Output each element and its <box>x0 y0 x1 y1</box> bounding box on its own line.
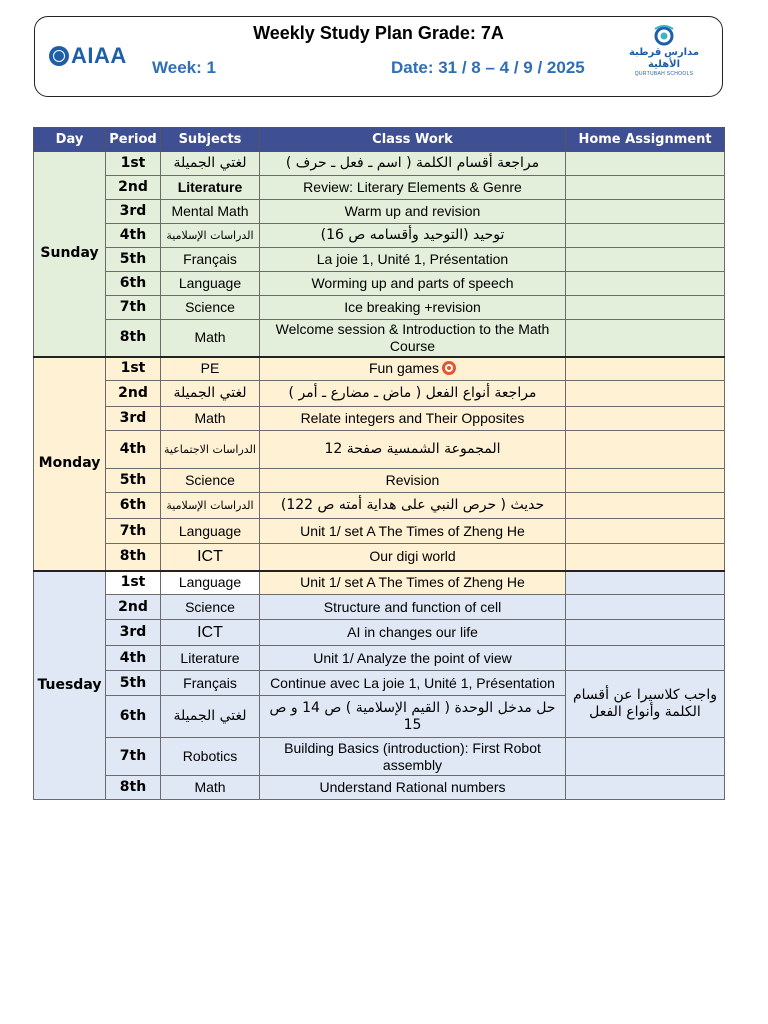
subject-cell: Science <box>161 469 260 493</box>
subject-cell: Math <box>161 320 260 357</box>
period-cell: 3rd <box>106 407 161 431</box>
table-row <box>34 493 725 519</box>
table-row <box>34 152 725 176</box>
home-cell: واجب كلاسيرا عن أقسام الكلمة وأنواع الفعل <box>566 671 725 738</box>
logo-left-text: AIAA <box>71 43 127 68</box>
period-cell: 7th <box>106 738 161 776</box>
classwork-cell: المجموعة الشمسية صفحة 12 <box>260 431 566 469</box>
home-cell <box>566 407 725 431</box>
classwork-cell: Welcome session & Introduction to the Math Course <box>260 320 566 357</box>
classwork-cell: حل مدخل الوحدة ( القيم الإسلامية ) ص 14 و ص 15 <box>260 696 566 738</box>
classwork-cell: Review: Literary Elements & Genre <box>260 176 566 200</box>
classwork-cell: توحيد (التوحيد وأقسامه ص 16) <box>260 224 566 248</box>
home-cell <box>566 381 725 407</box>
period-cell: 5th <box>106 248 161 272</box>
subject-cell: Literature <box>161 176 260 200</box>
classwork-cell <box>260 357 566 381</box>
home-cell <box>566 595 725 620</box>
table-row <box>34 357 725 381</box>
col-header-home: Home Assignment <box>566 128 725 152</box>
subject-cell: Science <box>161 296 260 320</box>
home-cell <box>566 519 725 544</box>
classwork-cell: Structure and function of cell <box>260 595 566 620</box>
page-title: Weekly Study Plan Grade: 7A <box>253 23 504 43</box>
period-cell: 3rd <box>106 200 161 224</box>
logo-right-arabic: مدارس قرطبة الأهلية <box>628 47 700 70</box>
header-box <box>34 16 723 97</box>
table-row <box>34 595 725 620</box>
home-cell <box>566 200 725 224</box>
aiaa-logo <box>49 43 127 69</box>
table-row <box>34 381 725 407</box>
table-row <box>34 431 725 469</box>
period-cell: 4th <box>106 224 161 248</box>
period-cell: 1st <box>106 357 161 381</box>
period-cell: 4th <box>106 646 161 671</box>
period-cell: 6th <box>106 272 161 296</box>
subject-cell: Literature <box>161 646 260 671</box>
table-row <box>34 176 725 200</box>
table-row <box>34 671 725 696</box>
home-cell <box>566 431 725 469</box>
classwork-text: Fun games <box>368 360 440 377</box>
table-row <box>34 469 725 493</box>
period-cell: 5th <box>106 469 161 493</box>
subject-cell: PE <box>161 357 260 381</box>
period-cell: 7th <box>106 519 161 544</box>
col-header-classwork: Class Work <box>260 128 566 152</box>
home-cell <box>566 296 725 320</box>
target-icon <box>442 361 456 375</box>
period-cell: 6th <box>106 696 161 738</box>
subject-cell: Mental Math <box>161 200 260 224</box>
subject-cell: Language <box>161 571 260 595</box>
home-cell <box>566 571 725 595</box>
table-row <box>34 544 725 571</box>
home-cell <box>566 646 725 671</box>
period-cell: 2nd <box>106 381 161 407</box>
col-header-subjects: Subjects <box>161 128 260 152</box>
classwork-cell: La joie 1, Unité 1, Présentation <box>260 248 566 272</box>
home-cell <box>566 493 725 519</box>
subject-cell: Language <box>161 519 260 544</box>
table-row <box>34 776 725 800</box>
subject-cell: Français <box>161 248 260 272</box>
period-cell: 8th <box>106 544 161 571</box>
table-row <box>34 200 725 224</box>
classwork-cell: Continue avec La joie 1, Unité 1, Présentation <box>260 671 566 696</box>
table-row <box>34 519 725 544</box>
col-header-day: Day <box>34 128 106 152</box>
classwork-cell: Unit 1/ set A The Times of Zheng He <box>260 571 566 595</box>
classwork-cell: Unit 1/ Analyze the point of view <box>260 646 566 671</box>
period-cell: 1st <box>106 152 161 176</box>
classwork-cell: Ice breaking +revision <box>260 296 566 320</box>
table-row <box>34 320 725 357</box>
table-row <box>34 620 725 646</box>
home-cell <box>566 248 725 272</box>
day-cell-sunday: Sunday <box>34 152 106 357</box>
week-label: Week: 1 <box>152 58 216 77</box>
period-cell: 3rd <box>106 620 161 646</box>
classwork-cell: Worming up and parts of speech <box>260 272 566 296</box>
qurtubah-mark-icon <box>651 25 677 47</box>
study-plan-table <box>33 127 725 800</box>
period-cell: 4th <box>106 431 161 469</box>
classwork-cell: Understand Rational numbers <box>260 776 566 800</box>
col-header-period: Period <box>106 128 161 152</box>
table-row <box>34 296 725 320</box>
subject-cell: لغتي الجميلة <box>161 381 260 407</box>
subject-cell: ICT <box>161 620 260 646</box>
classwork-cell: حديث ( حرص النبي على هداية أمته ص 122) <box>260 493 566 519</box>
home-cell <box>566 469 725 493</box>
logo-right-english: QURTUBAH SCHOOLS <box>634 71 694 77</box>
classwork-cell: Revision <box>260 469 566 493</box>
period-cell: 8th <box>106 776 161 800</box>
classwork-cell: مراجعة أنواع الفعل ( ماض ـ مضارع ـ أمر ) <box>260 381 566 407</box>
period-cell: 8th <box>106 320 161 357</box>
classwork-cell: Unit 1/ set A The Times of Zheng He <box>260 519 566 544</box>
home-cell <box>566 272 725 296</box>
period-cell: 1st <box>106 571 161 595</box>
period-cell: 6th <box>106 493 161 519</box>
table-row <box>34 571 725 595</box>
table-row <box>34 248 725 272</box>
subject-cell: Science <box>161 595 260 620</box>
period-cell: 2nd <box>106 595 161 620</box>
home-cell <box>566 620 725 646</box>
subject-cell: ICT <box>161 544 260 571</box>
table-row <box>34 407 725 431</box>
date-label: Date: 31 / 8 – 4 / 9 / 2025 <box>391 58 585 77</box>
subject-cell: Robotics <box>161 738 260 776</box>
subject-cell: Language <box>161 272 260 296</box>
home-cell <box>566 357 725 381</box>
table-row <box>34 738 725 776</box>
period-cell: 2nd <box>106 176 161 200</box>
period-cell: 7th <box>106 296 161 320</box>
home-cell <box>566 320 725 357</box>
home-cell <box>566 224 725 248</box>
subject-cell: Math <box>161 776 260 800</box>
classwork-cell: Relate integers and Their Opposites <box>260 407 566 431</box>
table-header-row <box>34 128 725 152</box>
table-row <box>34 272 725 296</box>
classwork-cell: Warm up and revision <box>260 200 566 224</box>
subject-cell: Math <box>161 407 260 431</box>
day-cell-tuesday: Tuesday <box>34 571 106 800</box>
home-cell <box>566 544 725 571</box>
classwork-cell: Our digi world <box>260 544 566 571</box>
subject-cell: Français <box>161 671 260 696</box>
table-row <box>34 646 725 671</box>
home-cell <box>566 152 725 176</box>
subject-cell: الدراسات الإسلامية <box>161 224 260 248</box>
subject-cell: لغتي الجميلة <box>161 152 260 176</box>
period-cell: 5th <box>106 671 161 696</box>
classwork-cell: مراجعة أقسام الكلمة ( اسم ـ فعل ـ حرف ) <box>260 152 566 176</box>
home-cell <box>566 176 725 200</box>
day-cell-monday: Monday <box>34 357 106 571</box>
subject-cell: لغتي الجميلة <box>161 696 260 738</box>
qurtubah-logo <box>616 25 712 78</box>
home-cell <box>566 776 725 800</box>
table-row <box>34 224 725 248</box>
subject-cell: الدراسات الإسلامية <box>161 493 260 519</box>
classwork-cell: Building Basics (introduction): First Robot assembly <box>260 738 566 776</box>
home-cell <box>566 738 725 776</box>
subject-cell: الدراسات الاجتماعية <box>161 431 260 469</box>
globe-icon <box>49 46 69 66</box>
classwork-cell: AI in changes our life <box>260 620 566 646</box>
